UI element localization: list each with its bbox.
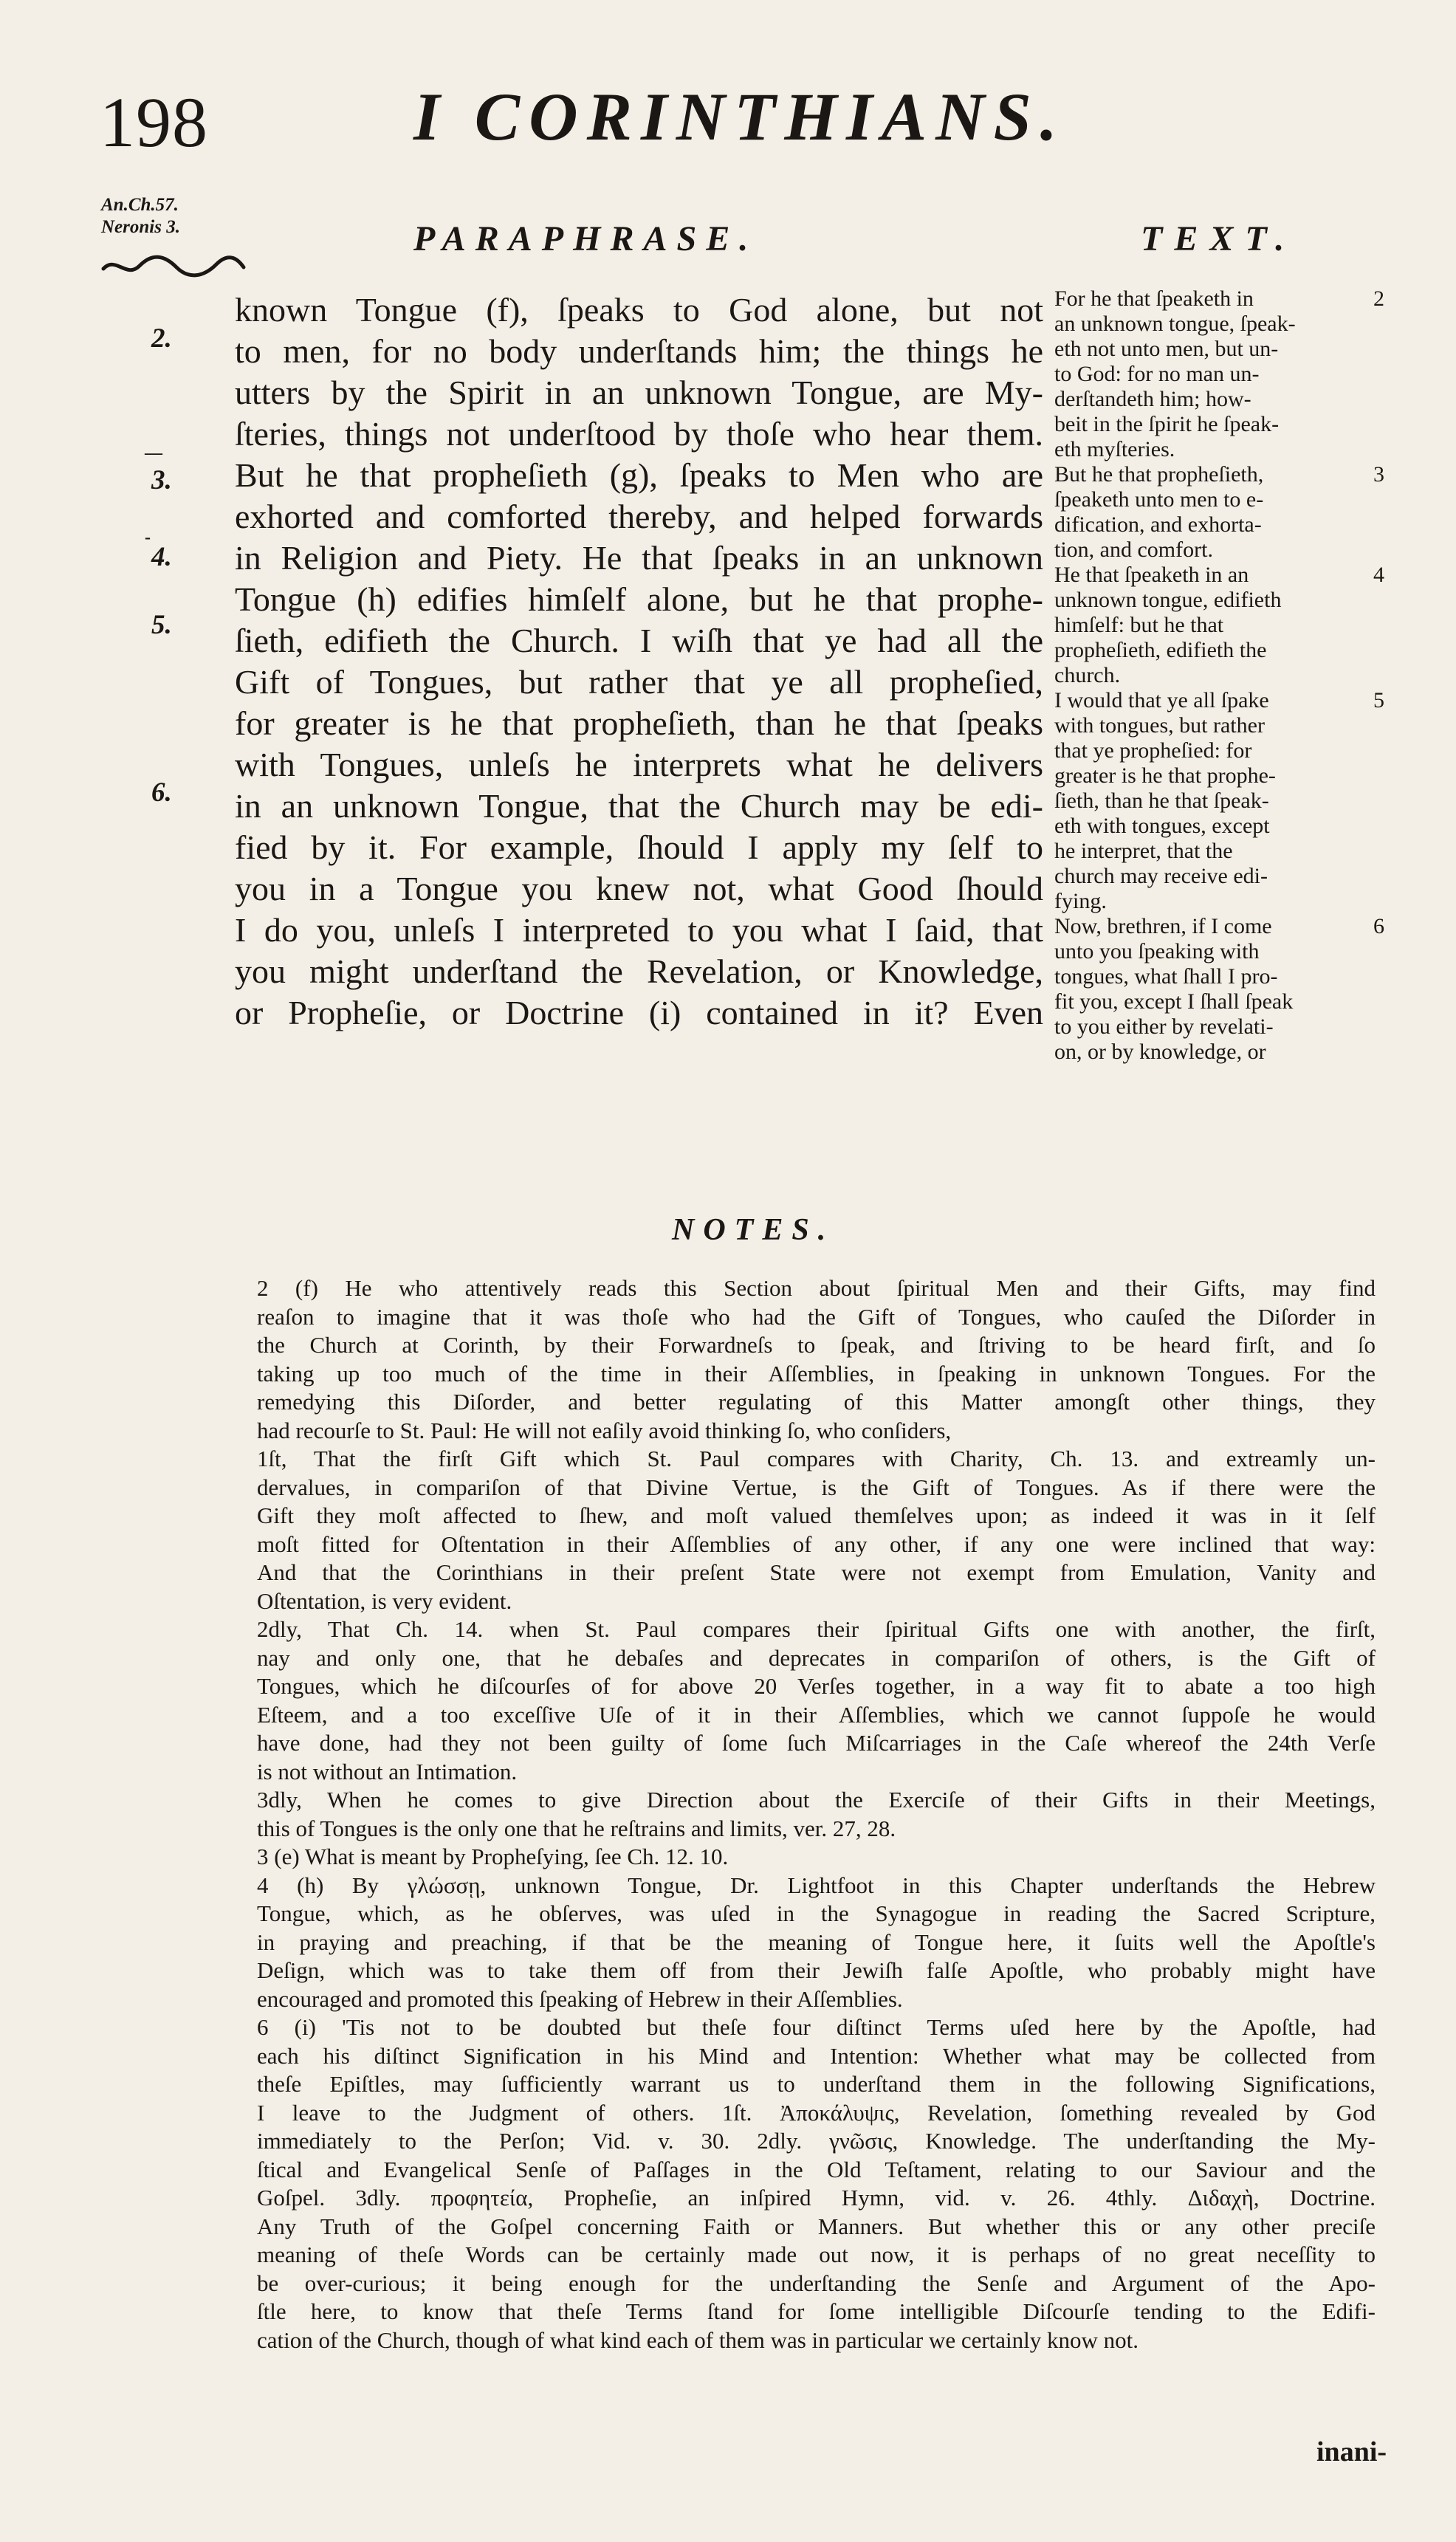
text-line: beit in the ſpirit he ſpeak- — [1054, 412, 1280, 436]
note-line: the Church at Corinth, by their Forwardneſs to ſpeak, and ſtriving to be heard firſt, and ſo — [257, 1332, 1376, 1358]
paraphrase-line: Gift of Tongues, but rather that ye all propheſied, — [235, 663, 1043, 701]
paraphrase-line: exhorted and comforted thereby, and helped forwards — [235, 498, 1043, 535]
note-line: 3 (e) What is meant by Propheſying, ſee Ch. 12. 10. — [257, 1844, 729, 1869]
note-line: had recourſe to St. Paul: He will not eaſily avoid thinking ſo, who conſiders, — [257, 1417, 952, 1443]
text-verse-number: 3 — [1373, 462, 1384, 487]
text-line: For he that ſpeaketh in — [1054, 286, 1254, 311]
note-line: have done, had they not been guilty of ſome ſuch Miſcarriages in the Caſe whereof the 24th Verſe — [257, 1730, 1376, 1756]
note-line: each his diſtinct Signification in his Mind and Intention: Whether what may be collected from — [257, 2042, 1376, 2069]
text-line: on, or by knowledge, or — [1054, 1040, 1266, 1064]
notes-body — [257, 1274, 1376, 2354]
text-line: that ye propheſied: for — [1054, 738, 1252, 763]
note-line: dervalues, in compariſon of that Divine Vertue, is the Gift of Tongues. As if there were the — [257, 1474, 1376, 1500]
note-line: encouraged and promoted this ſpeaking of Hebrew in their Aſſemblies. — [257, 1985, 903, 2012]
note-line: Oſtentation, is very evident. — [257, 1587, 512, 1614]
page-number: 198 — [100, 83, 208, 162]
text-line: eth not unto men, but un- — [1054, 337, 1279, 361]
note-line: in praying and preaching, if that be the meaning of Tongue here, it ſuits well the Apoſtle's — [257, 1928, 1376, 1955]
text-line: himſelf: but he that — [1054, 613, 1224, 637]
note-line: this of Tongues is the only one that he reſtrains and limits, ver. 27, 28. — [257, 1815, 896, 1841]
text-verse-number: 4 — [1373, 563, 1384, 587]
text-line: dification, and exhorta- — [1054, 512, 1262, 537]
text-line: derſtandeth him; how- — [1054, 387, 1251, 411]
text-line: But he that propheſieth, — [1054, 462, 1264, 487]
verse-marker: 4. — [151, 542, 172, 572]
text-line: unknown tongue, edifieth — [1054, 588, 1282, 612]
note-line: cation of the Church, though of what kind each of them was in particular we certainly know not. — [257, 2326, 1139, 2353]
year-note-line: Neronis 3. — [101, 217, 180, 237]
text-line: church may receive edi- — [1054, 864, 1268, 888]
note-line: reaſon to imagine that it was thoſe who had the Gift of Tongues, who cauſed the Diſorder in — [257, 1303, 1376, 1330]
text-line: with tongues, but rather — [1054, 713, 1265, 738]
text-line: to God: for no man un- — [1054, 362, 1260, 386]
paraphrase-line: or Propheſie, or Doctrine (i) contained in it? Even — [235, 994, 1043, 1031]
text-line: Now, brethren, if I come — [1054, 914, 1272, 938]
verse-marker: 3. — [151, 465, 172, 495]
paraphrase-heading: PARAPHRASE. — [413, 219, 758, 258]
note-line: nay and only one, that he debaſes and deprecates in compariſon of others, is the Gift of — [257, 1644, 1376, 1671]
note-line: taking up too much of the time in their Aſſemblies, in ſpeaking in unknown Tongues. For the — [257, 1360, 1376, 1387]
text-verse-number: 6 — [1373, 914, 1384, 938]
note-line: Goſpel. 3dly. προφητεία, Propheſie, an inſpired Hymn, vid. v. 26. 4thly. Διδαχὴ, Doctrine. — [257, 2185, 1376, 2210]
text-line: greater is he that prophe- — [1054, 763, 1276, 788]
note-line: 2dly, That Ch. 14. when St. Paul compares their ſpiritual Gifts one with another, the firſt, — [257, 1616, 1376, 1642]
verse-marker: 6. — [151, 777, 172, 808]
paraphrase-line: in an unknown Tongue, that the Church may be edi- — [235, 787, 1043, 825]
paraphrase-line: But he that propheſieth (g), ſpeaks to Men who are — [235, 456, 1043, 494]
note-line: theſe Epiſtles, may ſufficiently warrant us to underſtand them in the following Significations, — [257, 2071, 1376, 2097]
note-line: Eſteem, and a too exceſſive Uſe of it in their Aſſemblies, which we cannot ſuppoſe he would — [257, 1701, 1376, 1728]
paraphrase-line: fied by it. For example, ſhould I apply my ſelf to — [235, 828, 1043, 866]
running-head-title: I CORINTHIANS. — [413, 79, 1066, 154]
paraphrase-line: for greater is he that propheſieth, than he that ſpeaks — [235, 704, 1043, 742]
note-line: And that the Corinthians in their preſent State were not exempt from Emulation, Vanity and — [257, 1559, 1376, 1585]
note-line: 4 (h) By γλώσσῃ, unknown Tongue, Dr. Lightfoot in this Chapter underſtands the Hebrew — [257, 1872, 1376, 1898]
note-line: Deſign, which was to take them off from their Jewiſh falſe Apoſtle, who probably might have — [257, 1957, 1376, 1983]
note-line: immediately to the Perſon; Vid. v. 30. 2dly. γνῶσις, Knowledge. The underſtanding the My- — [257, 2128, 1376, 2154]
paraphrase-line: Tongue (h) edifies himſelf alone, but he that prophe- — [235, 580, 1043, 618]
note-line: I leave to the Judgment of others. 1ſt. Ἀποκάλυψις, Revelation, ſomething revealed by God — [257, 2099, 1376, 2126]
text-line: fying. — [1054, 889, 1107, 913]
paraphrase-column — [235, 289, 1043, 1034]
note-line: is not without an Intimation. — [257, 1758, 518, 1784]
margin-dash: — — [145, 444, 162, 463]
verse-marker: 5. — [151, 610, 172, 640]
text-line: tongues, what ſhall I pro- — [1054, 964, 1278, 989]
paraphrase-line: utters by the Spirit in an unknown Tongue, are My- — [235, 374, 1043, 411]
paraphrase-line: I do you, unleſs I interpreted to you what I ſaid, that — [235, 911, 1043, 949]
text-line: church. — [1054, 663, 1121, 687]
text-line: fit you, except I ſhall ſpeak — [1054, 989, 1294, 1014]
text-line: eth myſteries. — [1054, 437, 1175, 461]
margin-dash: - — [145, 528, 151, 547]
text-column — [1054, 286, 1385, 1065]
ornament-flourish — [100, 253, 247, 281]
text-heading: TEXT. — [1141, 219, 1297, 258]
note-line: Gift they moſt affected to ſhew, and moſt valued themſelves upon; as indeed it was in it ſelf — [257, 1502, 1376, 1528]
note-line: ſtle here, to know that theſe Terms ſtand for ſome intelligible Diſcourſe tending to the Edifi- — [257, 2298, 1376, 2324]
notes-heading: NOTES. — [672, 1213, 835, 1247]
text-line: ſpeaketh unto men to e- — [1054, 487, 1264, 512]
note-line: Tongue, which, as he obſerves, was uſed in the Synagogue in reading the Sacred Scripture, — [257, 1900, 1376, 1926]
paraphrase-line: you might underſtand the Revelation, or Knowledge, — [235, 952, 1043, 990]
note-line: ſtical and Evangelical Senſe of Paſſages in the Old Teſtament, relating to our Saviour and the — [257, 2156, 1376, 2182]
note-line: meaning of theſe Words can be certainly made out now, it is perhaps of no great neceſſity to — [257, 2242, 1376, 2267]
paraphrase-line: ſteries, things not underſtood by thoſe who hear them. — [235, 415, 1043, 453]
note-line: 3dly, When he comes to give Direction about the Exerciſe of their Gifts in their Meetings, — [257, 1787, 1376, 1813]
paraphrase-line: with Tongues, unleſs he interprets what he delivers — [235, 746, 1043, 783]
year-note-line: An.Ch.57. — [101, 195, 179, 215]
verse-marker: 2. — [151, 323, 172, 354]
text-line: ſieth, than he that ſpeak- — [1054, 789, 1269, 813]
catchword: inani- — [1316, 2436, 1387, 2467]
text-line: eth with tongues, except — [1054, 814, 1270, 838]
paraphrase-line: known Tongue (f), ſpeaks to God alone, but not — [235, 291, 1043, 329]
note-line: 1ſt, That the firſt Gift which St. Paul compares with Charity, Ch. 13. and extreamly un- — [257, 1446, 1376, 1471]
paraphrase-line: ſieth, edifieth the Church. I wiſh that ye had all the — [235, 622, 1043, 659]
note-line: 6 (i) 'Tis not to be doubted but theſe four diſtinct Terms uſed here by the Apoſtle, had — [257, 2014, 1376, 2040]
text-line: propheſieth, edifieth the — [1054, 638, 1267, 662]
text-verse-number: 5 — [1373, 688, 1384, 712]
paraphrase-line: to men, for no body underſtands him; the things he — [235, 332, 1043, 370]
note-line: be over-curious; it being enough for the underſtanding the Senſe and Argument of the Apo- — [257, 2270, 1376, 2296]
note-line: moſt fitted for Oſtentation in their Aſſemblies of any other, if any one were inclined that way: — [257, 1531, 1376, 1557]
note-line: remedying this Diſorder, and better regulating of this Matter amongſt other things, they — [257, 1389, 1376, 1415]
text-line: unto you ſpeaking with — [1054, 939, 1260, 963]
text-line: an unknown tongue, ſpeak- — [1054, 312, 1296, 336]
text-line: he interpret, that the — [1054, 839, 1233, 863]
year-side-note — [101, 194, 256, 238]
note-line: Any Truth of the Goſpel concerning Faith or Manners. But whether this or any other preciſe — [257, 2213, 1376, 2239]
text-line: He that ſpeaketh in an — [1054, 563, 1249, 587]
paraphrase-line: you in a Tongue you knew not, what Good ſhould — [235, 870, 1043, 907]
note-line: Tongues, which he diſcourſes of for above 20 Verſes together, in a way fit to abate a too high — [257, 1673, 1376, 1699]
paraphrase-line: in Religion and Piety. He that ſpeaks in an unknown — [235, 539, 1043, 577]
text-line: I would that ye all ſpake — [1054, 688, 1269, 712]
text-line: to you either by revelati- — [1054, 1014, 1274, 1039]
text-line: tion, and comfort. — [1054, 537, 1213, 562]
note-line: 2 (f) He who attentively reads this Section about ſpiritual Men and their Gifts, may find — [257, 1275, 1376, 1301]
text-verse-number: 2 — [1373, 286, 1384, 311]
